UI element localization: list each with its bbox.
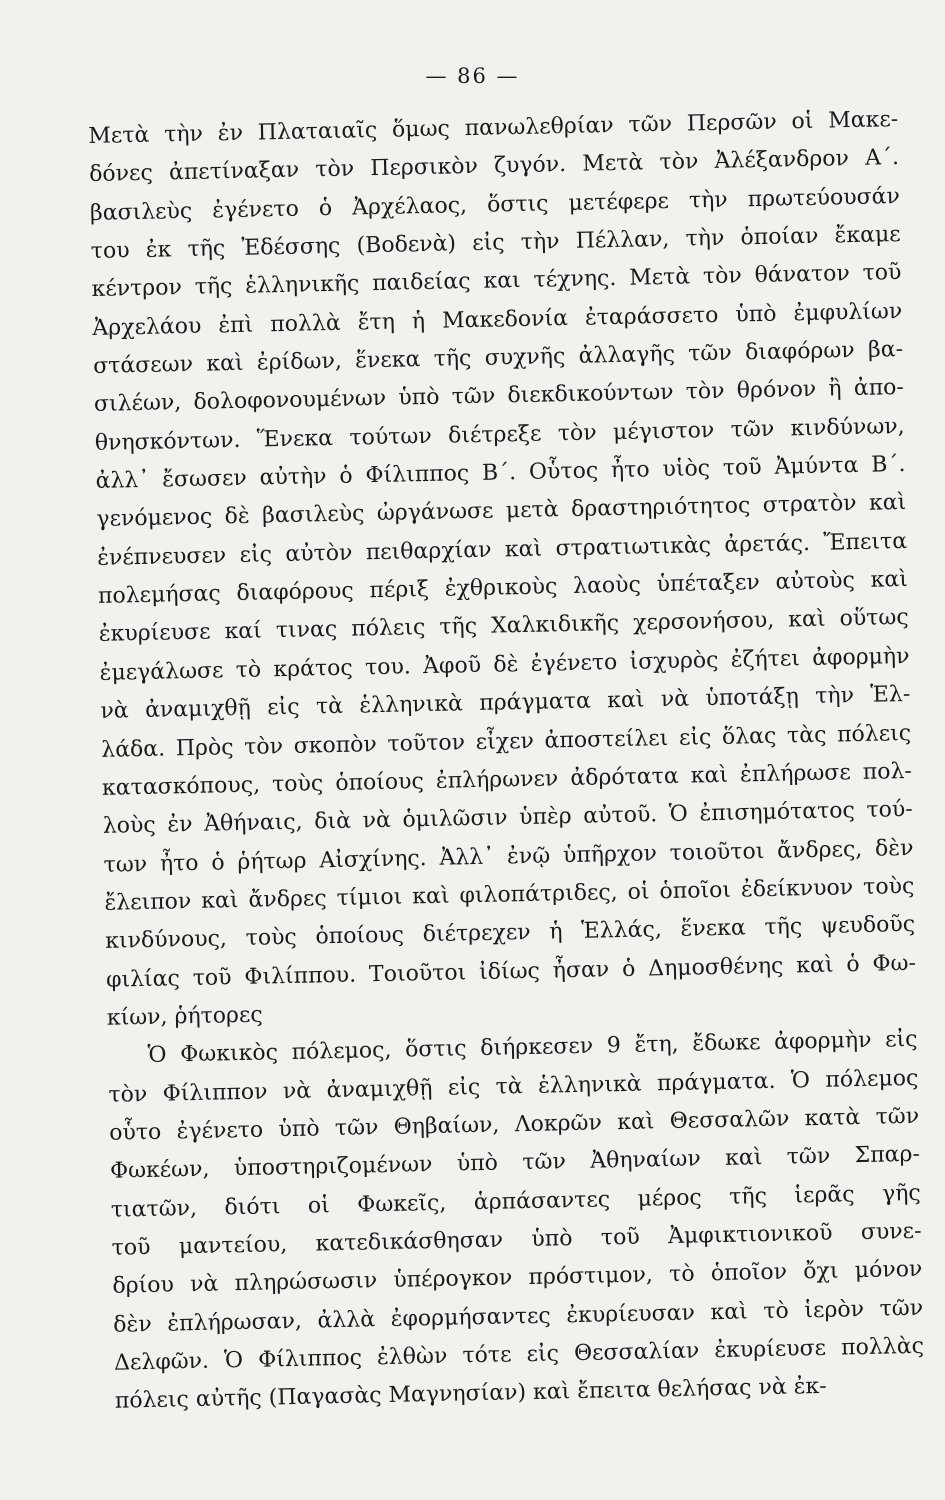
text-line: Φωκέων, ὑποστηριζομένων ὑπὸ τῶν Ἀθηναίων καὶ τῶν Σπαρ-	[109, 1142, 921, 1185]
text-line: Ἀρχελάου ἐπὶ πολλὰ ἔτη ἡ Μακεδονία ἐταράσσετο ὑπὸ ἐμφυλίων	[92, 298, 903, 341]
text-line: θνησκόντων. Ἕνεκα τούτων διέτρεξε τὸν μέγιστον τῶν κινδύνων,	[94, 413, 905, 456]
text-line: δρίου νὰ πληρώσωσιν ὑπέρογκον πρόστιμον, τὸ ὁποῖον ὄχι μόνον	[112, 1257, 923, 1300]
text-line: νὰ ἀναμιχθῇ εἰς τὰ ἑλληνικὰ πράγματα καὶ νὰ ὑποτάξῃ τὴν Ἑλ-	[100, 682, 911, 725]
text-line: δόνες ἀπετίναξαν τὸν Περσικὸν ζυγόν. Μετὰ τὸν Ἀλέξανδρον Α΄.	[88, 145, 900, 188]
text-line: ἐνέπνευσεν εἰς αὐτὸν πειθαρχίαν καὶ στρατιωτικὰς ἀρετάς. Ἔπειτα	[96, 528, 908, 571]
text-line: ἐμεγάλωσε τὸ κράτος του. Ἀφοῦ δὲ ἐγένετο ἰσχυρὸς ἐζήτει ἀφορμὴν	[99, 643, 910, 686]
page-number: — 86 —	[425, 64, 520, 88]
text-line: βασιλεὺς ἐγένετο ὁ Ἀρχέλαος, ὅστις μετέφερε τὴν πρωτεύουσάν	[89, 183, 901, 226]
text-line: κατασκόπους, τοὺς ὁποίους ἐπλήρωνεν ἀδρότατα καὶ ἐπλήρωσε πολ-	[101, 758, 913, 801]
text-line: φιλίας τοῦ Φιλίππου. Τοιοῦτοι ἰδίως ἦσαν ὁ Δημοσθένης καὶ ὁ Φω-	[105, 950, 917, 993]
text-line: ἔλειπον καὶ ἄνδρες τίμιοι καὶ φιλοπάτριδες, οἱ ὁποῖοι ἐδείκνυον τοὺς	[104, 873, 915, 916]
text-line: κίων, ῥήτορες	[106, 1002, 263, 1031]
text-line: ἐκυρίευσε καί τινας πόλεις τῆς Χαλκιδικῆς χερσονήσου, καὶ οὕτως	[98, 605, 909, 648]
text-line: πόλεις αὐτῆς (Παγασὰς Μαγνησίαν) καὶ ἔπειτα θελήσας νὰ ἐκ-	[114, 1374, 827, 1415]
text-line: τοῦ μαντείου, κατεδικάσθησαν ὑπὸ τοῦ Ἀμφικτιονικοῦ συνε-	[111, 1218, 922, 1261]
text-line: τὸν Φίλιππον νὰ ἀναμιχθῇ εἰς τὰ ἑλληνικὰ πράγματα. Ὁ πόλεμος	[108, 1065, 919, 1108]
text-line: κινδύνους, τοὺς ὁποίους διέτρεχεν ἡ Ἑλλάς, ἕνεκα τῆς ψευδοῦς	[104, 912, 916, 955]
text-line: οὗτο ἐγένετο ὑπὸ τῶν Θηβαίων, Λοκρῶν καὶ Θεσσαλῶν κατὰ τῶν	[109, 1103, 920, 1146]
text-line: λοὺς ἐν Ἀθήναις, διὰ νὰ ὁμιλῶσιν ὑπὲρ αὐτοῦ. Ὁ ἐπισημότατος τού-	[102, 797, 913, 840]
text-line: γενόμενος δὲ βασιλεὺς ὠργάνωσε μετὰ δραστηριότητος στρατὸν καὶ	[96, 490, 907, 533]
text-line: Μετὰ τὴν ἐν Πλαταιαῖς ὅμως πανωλεθρίαν τῶν Περσῶν οἱ Μακε-	[88, 107, 899, 149]
text-line: Δελφῶν. Ὁ Φίλιππος ἐλθὼν τότε εἰς Θεσσαλίαν ἐκυρίευσε πολλὰς	[113, 1333, 925, 1376]
text-line: σιλέων, δολοφονουμένων ὑπὸ τῶν διεκδικούντων τὸν θρόνον ἢ ἀπο-	[93, 375, 905, 418]
text-line: των ἦτο ὁ ῥήτωρ Αἰσχίνης. Ἀλλ᾽ ἐνῷ ὑπῆρχον τοιοῦτοι ἄνδρες, δὲν	[103, 835, 914, 878]
text-line: λάδα. Πρὸς τὸν σκοπὸν τοῦτον εἶχεν ἀποστείλει εἰς ὅλας τὰς πόλεις	[100, 720, 912, 763]
text-line: του ἐκ τῆς Ἐδέσσης (Βοδενὰ) εἰς τὴν Πέλλαν, τὴν ὁποίαν ἔκαμε	[90, 222, 901, 264]
text-line: δὲν ἐπλήρωσαν, ἀλλὰ ἐφορμήσαντες ἐκυρίευσαν καὶ τὸ ἱερὸν τῶν	[113, 1295, 924, 1338]
body-text	[88, 101, 925, 1421]
text-line: πολεμήσας διαφόρους πέριξ ἐχθρικοὺς λαοὺς ὑπέταξεν αὐτοὺς καὶ	[97, 567, 909, 610]
text-line: τιατῶν, διότι οἱ Φωκεῖς, ἁρπάσαντες μέρος τῆς ἱερᾶς γῆς	[110, 1180, 921, 1223]
text-line: κέντρον τῆς ἑλληνικῆς παιδείας και τέχνης. Μετὰ τὸν θάνατον τοῦ	[91, 260, 902, 303]
text-line: ἀλλ᾽ ἔσωσεν αὐτὴν ὁ Φίλιππος Β΄. Οὗτος ἦτο υἱὸς τοῦ Ἀμύντα Β΄.	[95, 452, 906, 495]
text-line: Ὁ Φωκικὸς πόλεμος, ὅστις διήρκεσεν 9 ἔτη, ἔδωκε ἀφορμὴν εἰς	[147, 1027, 918, 1069]
text-line: στάσεων καὶ ἐρίδων, ἕνεκα τῆς συχνῆς ἀλλαγῆς τῶν διαφόρων βα-	[92, 337, 904, 380]
